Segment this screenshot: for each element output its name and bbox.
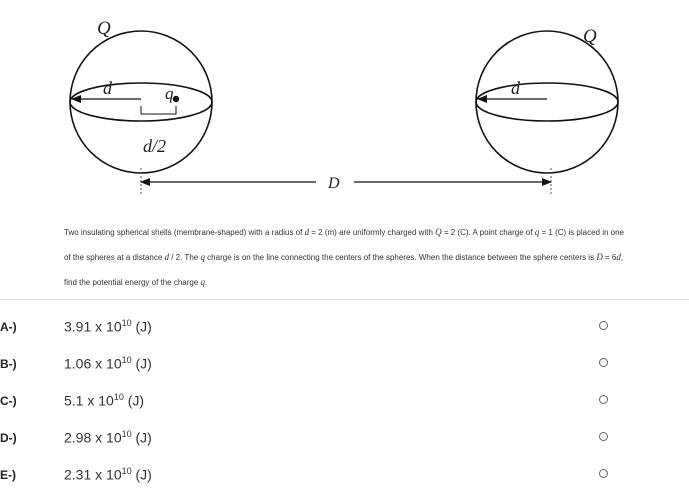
right-sphere (476, 31, 618, 194)
radio-button[interactable] (599, 321, 608, 330)
option-value (64, 429, 152, 446)
question-fragment: = 1 (C) is placed in one of the spheres at a distance (64, 228, 624, 262)
option-letter: B-) (0, 357, 17, 371)
answer-option-a[interactable] (0, 312, 689, 342)
left-sphere (70, 31, 212, 194)
question-fragment: Two insulating spherical shells (membrane-shaped) with a radius of (64, 228, 305, 237)
option-mantissa: 5.1 x 10 (64, 392, 114, 409)
left-radius-label: d (103, 78, 112, 98)
spheres-diagram (0, 0, 689, 200)
answer-option-d[interactable] (0, 423, 689, 453)
radio-button[interactable] (599, 432, 608, 441)
option-unit: (J) (131, 429, 152, 446)
offset-label: d/2 (143, 136, 167, 156)
option-letter: E-) (0, 468, 16, 482)
right-charge-label: Q (583, 26, 597, 47)
point-charge-label: q (165, 84, 174, 103)
question-variable: q (200, 277, 206, 287)
option-exponent: 10 (121, 429, 132, 439)
option-value (64, 355, 152, 372)
question-fragment: , find the potential energy of the charge (64, 253, 624, 287)
option-value (64, 466, 152, 483)
right-radius-label: d (511, 78, 520, 98)
option-letter: D-) (0, 431, 17, 445)
question-variable: d (164, 252, 170, 262)
option-exponent: 10 (121, 466, 132, 476)
divider (0, 299, 689, 300)
option-unit: (J) (131, 466, 152, 483)
question-fragment: = 6 (602, 253, 617, 262)
radio-button[interactable] (599, 469, 608, 478)
question-fragment: / 2. The (169, 253, 201, 262)
question-fragment: . (205, 278, 208, 287)
question-variable: q (534, 227, 540, 237)
answer-option-c[interactable] (0, 386, 689, 416)
option-mantissa: 2.31 x 10 (64, 466, 122, 483)
option-unit: (J) (123, 392, 145, 409)
option-exponent: 10 (121, 318, 132, 328)
question-text (64, 220, 624, 295)
question-fragment: = 2 (m) are uniformly charged with (309, 228, 436, 237)
option-unit: (J) (131, 355, 152, 372)
radio-button[interactable] (599, 358, 608, 367)
question-variable: q (200, 252, 205, 262)
question-variable: d (616, 252, 621, 262)
question-variable: D (596, 252, 603, 262)
question-variable: Q (435, 227, 442, 237)
option-letter: C-) (0, 394, 17, 408)
offset-bracket (141, 106, 176, 114)
option-exponent: 10 (121, 355, 132, 365)
answer-option-e[interactable] (0, 460, 689, 490)
answer-option-b[interactable] (0, 349, 689, 379)
option-value (64, 318, 152, 335)
option-unit: (J) (131, 318, 152, 335)
question-fragment: = 2 (C). A point charge of (441, 228, 535, 237)
radio-button[interactable] (599, 395, 608, 404)
option-mantissa: 1.06 x 10 (64, 355, 122, 372)
distance-label: D (328, 175, 340, 192)
question-variable: d (304, 227, 310, 237)
option-mantissa: 2.98 x 10 (64, 429, 122, 446)
option-mantissa: 3.91 x 10 (64, 318, 122, 335)
question-fragment: charge is on the line connecting the centers of the spheres. When the distance between the sphere centers is (204, 253, 597, 262)
option-exponent: 10 (113, 392, 124, 402)
left-charge-label: Q (97, 18, 111, 39)
option-value (64, 392, 144, 409)
point-charge-dot (173, 96, 179, 102)
option-letter: A-) (0, 320, 17, 334)
